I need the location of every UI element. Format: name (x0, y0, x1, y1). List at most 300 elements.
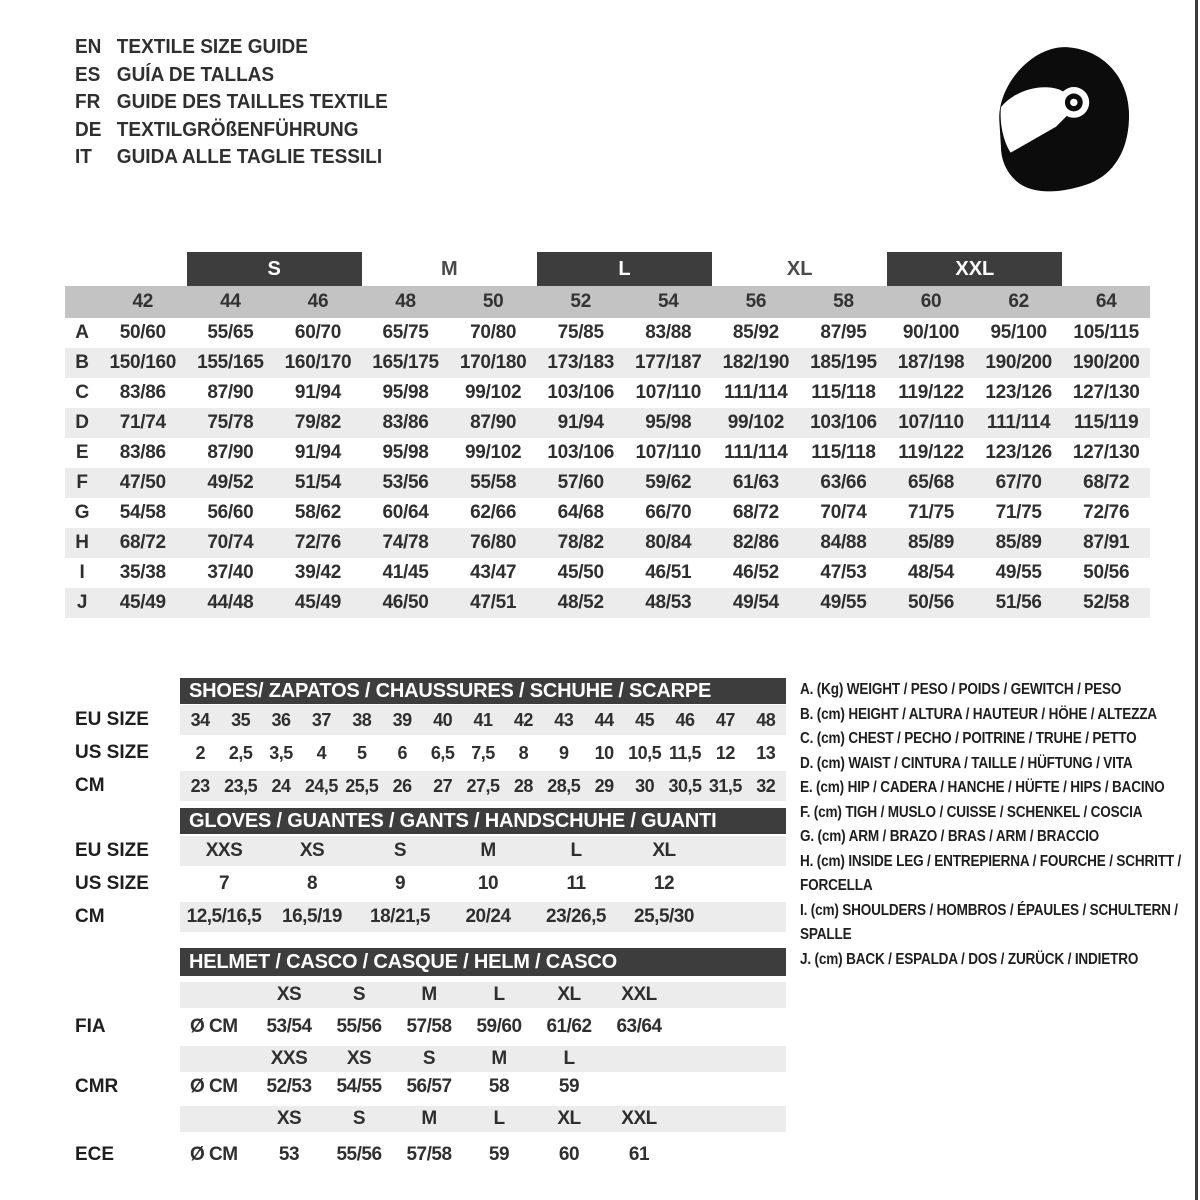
size-group-m: M (440, 258, 458, 280)
measurement-legend (800, 678, 1199, 972)
helmet-diameter-value: 55/56 (336, 1016, 382, 1037)
measurement-value: 103/106 (547, 382, 614, 403)
measurement-value: 35/38 (119, 562, 166, 583)
size-column-number: 46 (307, 291, 329, 312)
gloves-cm-row (180, 902, 786, 932)
shoes-eu-size-value: 35 (231, 709, 251, 730)
helmet-diameter-value: 63/64 (616, 1016, 662, 1037)
shoes-us-size-value: 10,5 (628, 742, 662, 763)
helmet-fia-sizes-row (180, 982, 786, 1008)
shoes-cm-value: 31,5 (708, 775, 742, 796)
measurement-row-letter: H (75, 532, 89, 553)
size-number-header-row (65, 286, 1150, 318)
measurement-row-letter: J (76, 592, 88, 613)
measurement-value: 72/76 (294, 532, 341, 553)
helmet-diameter-value: 57/58 (406, 1144, 452, 1165)
page-title-de: TEXTILGRÖßENFÜHRUNG (116, 118, 359, 141)
measurement-value: 56/60 (207, 502, 254, 523)
gloves-eu-size-value: S (393, 840, 407, 861)
measurement-value: 95/98 (645, 412, 692, 433)
measurement-value: 51/54 (294, 472, 341, 493)
gloves-us-size-value: 7 (218, 873, 230, 894)
language-row-de (75, 117, 388, 145)
shoes-eu-size-label: EU SIZE (75, 709, 149, 730)
helmet-diameter-value: 58 (488, 1076, 510, 1097)
measurement-value: 83/86 (119, 442, 166, 463)
shoes-cm-value: 28 (513, 775, 533, 796)
measurement-row-letter: D (75, 412, 89, 433)
shoes-eu-size-value: 43 (554, 709, 574, 730)
measurement-value: 49/55 (820, 592, 867, 613)
language-row-en (75, 34, 388, 62)
shoes-eu-size-value: 45 (635, 709, 655, 730)
shoes-eu-size-value: 42 (513, 709, 533, 730)
helmet-size-label: S (352, 984, 366, 1005)
page-title-it: GUIDA ALLE TAGLIE TESSILI (116, 146, 383, 168)
shoes-eu-size-value: 41 (473, 709, 493, 730)
measurement-value: 91/94 (294, 442, 341, 463)
gloves-eu-size-value: XL (652, 840, 676, 861)
shoes-cm-label: CM (75, 775, 105, 796)
shoes-eu-size-value: 44 (594, 709, 614, 730)
legend-item: I. (cm) SHOULDERS / HOMBROS / ÉPAULES / SCHULTERN / SPALLE (800, 901, 1178, 943)
measurement-value: 37/40 (207, 562, 254, 583)
helmet-size-label: M (421, 984, 437, 1005)
measurement-value: 47/51 (470, 592, 517, 613)
shoes-us-size-value: 5 (357, 742, 367, 763)
helmet-size-label: XL (557, 1108, 581, 1129)
shoes-us-row (180, 738, 786, 768)
legend-item: H. (cm) INSIDE LEG / ENTREPIERNA / FOURCHE / SCHRITT / FORCELLA (800, 852, 1182, 894)
measurement-value: 111/114 (724, 382, 788, 403)
size-column-number: 60 (920, 291, 942, 312)
helmet-size-label: L (563, 1048, 575, 1069)
measurement-value: 99/102 (464, 442, 522, 463)
gloves-cm-value: 20/24 (465, 906, 511, 927)
size-column-number: 64 (1095, 291, 1117, 312)
gloves-us-row (180, 869, 786, 899)
measurement-value: 59/62 (645, 472, 692, 493)
measurement-value: 57/60 (557, 472, 604, 493)
gloves-cm-label: CM (75, 906, 105, 927)
helmet-diameter-value: 53 (278, 1144, 300, 1165)
page-edge-line (1195, 0, 1198, 1200)
measurement-value: 48/52 (557, 592, 604, 613)
measurement-value: 46/52 (732, 562, 779, 583)
size-group-l: L (537, 252, 712, 286)
measurement-value: 47/50 (119, 472, 166, 493)
size-column-number: 58 (833, 291, 854, 312)
measurement-value: 91/94 (557, 412, 604, 433)
shoes-eu-size-value: 34 (190, 709, 210, 730)
measurement-value: 52/58 (1083, 592, 1130, 613)
gloves-cm-value: 23/26,5 (546, 906, 606, 927)
measurement-value: 46/50 (382, 592, 429, 613)
measurement-value: 71/75 (995, 502, 1042, 523)
language-row-fr (75, 89, 388, 117)
measurement-value: 60/70 (294, 322, 341, 343)
size-column-number: 50 (482, 291, 504, 312)
helmet-diameter-cm-label: Ø CM (190, 1076, 238, 1097)
legend-item: J. (cm) BACK / ESPALDA / DOS / ZURÜCK / INDIETRO (800, 950, 1139, 968)
measurement-value: 123/126 (985, 382, 1052, 403)
shoes-eu-row (180, 705, 786, 735)
gloves-eu-size-value: M (480, 840, 496, 861)
measurement-value: 107/110 (898, 412, 964, 433)
measurement-value: 65/75 (382, 322, 429, 343)
size-group-xxl: XXL (887, 252, 1062, 286)
measurement-value: 155/165 (197, 352, 264, 373)
measurement-value: 48/53 (645, 592, 692, 613)
measurement-value: 43/47 (470, 562, 517, 583)
shoes-cm-value: 29 (594, 775, 614, 796)
shoes-us-size-value: 11,5 (668, 742, 702, 763)
size-column-number: 62 (1008, 291, 1029, 312)
page-title-en: TEXTILE SIZE GUIDE (116, 36, 308, 58)
helmet-cmr-values-row (180, 1072, 786, 1102)
measurement-row-i (65, 558, 1150, 588)
measurement-value: 49/55 (995, 562, 1042, 583)
shoes-eu-size-value: 47 (715, 709, 735, 730)
size-column-number: 56 (745, 291, 767, 312)
helmet-diameter-value: 54/55 (336, 1076, 382, 1097)
measurement-value: 50/56 (1083, 562, 1130, 583)
shoes-us-size-value: 2 (195, 742, 205, 763)
legend-item: E. (cm) HIP / CADERA / HANCHE / HÜFTE / HIPS / BACINO (800, 779, 1165, 796)
gloves-eu-size-value: XS (299, 840, 325, 861)
shoes-eu-size-value: 40 (433, 709, 453, 730)
legend-item: A. (Kg) WEIGHT / PESO / POIDS / GEWITCH / PESO (800, 681, 1122, 698)
size-group-header-row (65, 252, 1150, 286)
shoes-cm-value: 23,5 (224, 775, 258, 796)
measurement-value: 173/183 (547, 352, 614, 373)
measurement-value: 99/102 (464, 382, 522, 403)
shoes-eu-size-value: 46 (675, 709, 695, 730)
shoes-us-size-value: 6,5 (430, 742, 455, 763)
measurement-row-letter: B (75, 352, 89, 373)
shoes-cm-value: 27,5 (466, 775, 500, 796)
gloves-eu-size-value: L (570, 840, 582, 861)
measurement-value: 103/106 (547, 442, 614, 463)
measurement-value: 127/130 (1072, 442, 1140, 463)
legend-item: B. (cm) HEIGHT / ALTURA / HAUTEUR / HÖHE / ALTEZZA (800, 705, 1157, 723)
measurement-value: 75/78 (207, 412, 254, 433)
measurement-value: 76/80 (470, 532, 517, 553)
measurement-value: 49/54 (732, 592, 779, 613)
shoes-us-size-value: 6 (397, 742, 407, 763)
helmet-diameter-value: 57/58 (406, 1016, 452, 1037)
helmet-size-label: XL (557, 984, 581, 1005)
measurement-value: 85/92 (732, 322, 779, 343)
measurement-value: 45/50 (557, 562, 604, 583)
helmet-ece-values-row (180, 1140, 786, 1170)
helmet-size-label: XXL (621, 984, 657, 1005)
measurement-value: 46/51 (645, 562, 692, 583)
measurement-value: 87/90 (207, 382, 254, 403)
gloves-cm-value: 16,5/19 (282, 906, 342, 927)
helmet-size-label: XXS (270, 1048, 308, 1069)
language-code: ES (75, 63, 101, 86)
measurement-value: 95/98 (382, 442, 429, 463)
measurement-value: 170/180 (459, 352, 527, 373)
measurement-value: 67/70 (995, 472, 1042, 493)
helmet-size-label: S (422, 1048, 436, 1069)
gloves-us-size-value: 12 (653, 873, 675, 894)
measurement-value: 71/75 (908, 502, 955, 523)
page-title-fr: GUIDE DES TAILLES TEXTILE (116, 91, 388, 113)
measurement-value: 48/54 (908, 562, 955, 583)
gloves-us-size-value: 9 (394, 873, 406, 894)
measurement-value: 72/76 (1083, 502, 1130, 523)
shoes-section-title: SHOES/ ZAPATOS / CHAUSSURES / SCHUHE / SCARPE (180, 678, 786, 704)
helmet-fia-values-row (180, 1012, 786, 1042)
language-row-es (75, 62, 388, 90)
measurement-value: 50/60 (119, 322, 166, 343)
measurement-value: 82/86 (732, 532, 779, 553)
measurement-value: 55/58 (470, 472, 517, 493)
measurement-value: 185/195 (810, 352, 877, 373)
measurement-value: 63/66 (820, 472, 867, 493)
measurement-value: 41/45 (382, 562, 429, 583)
measurement-row-b (65, 348, 1150, 378)
measurement-value: 115/118 (811, 442, 876, 463)
helmet-diameter-value: 61/62 (546, 1016, 592, 1037)
size-column-number: 42 (132, 291, 154, 312)
measurement-value: 70/74 (820, 502, 867, 523)
measurement-value: 111/114 (986, 412, 1051, 433)
shoes-us-size-value: 9 (559, 742, 569, 763)
shoes-eu-size-value: 37 (311, 709, 331, 730)
measurement-value: 71/74 (119, 412, 166, 433)
measurement-value: 115/119 (1073, 412, 1139, 433)
measurement-value: 95/98 (382, 382, 429, 403)
helmet-diameter-value: 56/57 (406, 1076, 452, 1097)
shoes-cm-value: 23 (190, 775, 210, 796)
helmet-size-label: L (493, 984, 505, 1005)
measurement-value: 51/56 (995, 592, 1042, 613)
helmet-diameter-value: 59 (558, 1076, 580, 1097)
helmet-diameter-value: 59 (488, 1144, 510, 1165)
measurement-row-h (65, 528, 1150, 558)
measurement-value: 47/53 (820, 562, 867, 583)
shoes-eu-size-value: 48 (756, 709, 776, 730)
measurement-value: 119/122 (898, 442, 964, 463)
shoes-eu-size-value: 38 (352, 709, 372, 730)
size-column-number: 48 (395, 291, 416, 312)
measurement-value: 99/102 (727, 412, 785, 433)
helmet-diameter-value: 61 (628, 1144, 650, 1165)
measurement-value: 45/49 (119, 592, 166, 613)
measurement-row-g (65, 498, 1150, 528)
measurement-value: 103/106 (810, 412, 877, 433)
measurement-value: 91/94 (294, 382, 341, 403)
measurement-value: 55/65 (207, 322, 254, 343)
measurement-value: 107/110 (635, 382, 702, 403)
gloves-cm-value: 18/21,5 (370, 906, 430, 927)
measurement-value: 83/86 (119, 382, 166, 403)
helmet-standard-fia: FIA (75, 1016, 106, 1037)
measurement-value: 68/72 (119, 532, 166, 553)
gloves-eu-size-label: EU SIZE (75, 840, 149, 861)
measurement-value: 83/88 (645, 322, 692, 343)
language-row-it (75, 144, 388, 172)
measurement-value: 78/82 (557, 532, 604, 553)
helmet-diameter-value: 59/60 (476, 1016, 522, 1037)
shoes-us-size-value: 3,5 (269, 742, 293, 763)
measurement-value: 60/64 (382, 502, 429, 523)
measurement-value: 75/85 (557, 322, 604, 343)
measurement-row-letter: F (76, 472, 88, 493)
shoes-us-size-value: 10 (594, 742, 614, 763)
measurement-value: 39/42 (294, 562, 341, 583)
helmet-standard-ece: ECE (75, 1144, 115, 1165)
measurement-value: 44/48 (207, 592, 254, 613)
gloves-eu-row (180, 836, 786, 866)
measurement-value: 105/115 (1073, 322, 1139, 343)
shoes-cm-value: 26 (392, 775, 412, 796)
language-code: EN (75, 36, 102, 58)
language-code: IT (75, 146, 92, 168)
measurement-value: 190/200 (1072, 352, 1140, 373)
measurement-row-a (65, 318, 1150, 348)
helmet-size-label: S (352, 1108, 366, 1129)
measurement-value: 177/187 (634, 352, 702, 373)
measurement-value: 119/122 (898, 382, 964, 403)
measurement-row-letter: C (75, 382, 89, 403)
language-code: FR (75, 91, 101, 113)
measurement-value: 83/86 (382, 412, 429, 433)
helmet-diameter-value: 52/53 (266, 1076, 312, 1097)
helmet-size-label: L (493, 1108, 505, 1129)
shoes-us-size-label: US SIZE (75, 742, 149, 763)
shoes-us-size-value: 4 (316, 742, 327, 763)
shoes-eu-size-value: 39 (392, 709, 412, 730)
gloves-us-size-value: 10 (477, 873, 499, 894)
measurement-row-e (65, 438, 1150, 468)
legend-item: D. (cm) WAIST / CINTURA / TAILLE / HÜFTUNG / VITA (800, 754, 1133, 772)
helmet-diameter-value: 53/54 (266, 1016, 312, 1037)
measurement-value: 90/100 (902, 322, 960, 343)
measurement-value: 50/56 (908, 592, 955, 613)
measurement-value: 87/95 (820, 322, 867, 343)
measurement-value: 182/190 (722, 352, 790, 373)
gloves-us-size-value: 8 (306, 873, 318, 894)
shoes-us-size-value: 12 (715, 742, 735, 763)
measurement-value: 66/70 (645, 502, 692, 523)
measurement-value: 70/74 (207, 532, 254, 553)
helmet-diameter-value: 60 (558, 1144, 580, 1165)
helmet-diameter-cm-label: Ø CM (190, 1144, 238, 1165)
helmet-section-title: HELMET / CASCO / CASQUE / HELM / CASCO (180, 948, 786, 976)
shoes-cm-value: 30,5 (668, 775, 702, 796)
shoes-us-size-value: 2,5 (228, 742, 253, 763)
measurement-value: 54/58 (119, 502, 166, 523)
language-code: DE (75, 118, 102, 141)
size-group-s: S (187, 252, 362, 286)
measurement-value: 68/72 (732, 502, 779, 523)
measurement-value: 65/68 (908, 472, 955, 493)
helmet-diameter-value: 55/56 (336, 1144, 382, 1165)
measurement-value: 84/88 (820, 532, 867, 553)
measurement-value: 111/114 (724, 442, 788, 463)
measurement-value: 74/78 (382, 532, 429, 553)
shoes-cm-value: 32 (756, 775, 776, 796)
helmet-size-label: XS (346, 1048, 372, 1069)
measurement-value: 68/72 (1083, 472, 1130, 493)
measurement-value: 62/66 (470, 502, 517, 523)
size-column-number: 52 (570, 291, 591, 312)
measurement-value: 160/170 (284, 352, 352, 373)
measurement-row-letter: I (79, 562, 85, 583)
measurement-value: 70/80 (470, 322, 517, 343)
gloves-us-size-value: 11 (566, 873, 586, 894)
racing-helmet-icon (975, 36, 1137, 198)
helmet-diameter-cm-label: Ø CM (190, 1016, 238, 1037)
helmet-cmr-sizes-row (180, 1046, 786, 1072)
shoes-cm-value: 30 (635, 775, 655, 796)
measurement-value: 127/130 (1072, 382, 1140, 403)
measurement-value: 64/68 (557, 502, 604, 523)
measurement-value: 95/100 (990, 322, 1047, 343)
measurement-row-c (65, 378, 1150, 408)
measurement-value: 79/82 (294, 412, 341, 433)
measurement-row-letter: A (75, 322, 89, 343)
measurement-value: 87/91 (1083, 532, 1130, 553)
helmet-size-label: XS (276, 1108, 302, 1129)
helmet-size-label: M (491, 1048, 507, 1069)
measurement-value: 85/89 (995, 532, 1042, 553)
measurement-value: 87/90 (207, 442, 254, 463)
gloves-us-size-label: US SIZE (75, 873, 149, 894)
measurement-value: 123/126 (985, 442, 1052, 463)
helmet-size-label: M (421, 1108, 437, 1129)
gloves-cm-value: 12,5/16,5 (186, 906, 262, 927)
measurement-row-d (65, 408, 1150, 438)
size-column-number: 44 (220, 291, 241, 312)
measurement-value: 45/49 (294, 592, 341, 613)
helmet-ece-sizes-row (180, 1106, 786, 1132)
measurement-value: 187/198 (897, 352, 965, 373)
shoes-cm-value: 24,5 (304, 775, 338, 796)
measurement-row-letter: E (75, 442, 89, 463)
page-title-es: GUÍA DE TALLAS (116, 63, 275, 86)
measurement-value: 49/52 (207, 472, 254, 493)
measurement-value: 115/118 (811, 382, 876, 403)
legend-item: F. (cm) TIGH / MUSLO / CUISSE / SCHENKEL / COSCIA (800, 803, 1143, 821)
shoes-us-size-value: 8 (518, 742, 529, 763)
measurement-value: 107/110 (635, 442, 702, 463)
shoes-us-size-value: 13 (756, 742, 776, 763)
gloves-eu-size-value: XXS (205, 840, 243, 861)
shoes-cm-value: 27 (433, 775, 453, 796)
measurement-value: 165/175 (372, 352, 439, 373)
measurement-value: 87/90 (470, 412, 517, 433)
measurement-value: 61/63 (732, 472, 779, 493)
legend-item: G. (cm) ARM / BRAZO / BRAS / ARM / BRACCIO (800, 828, 1100, 845)
size-group-xl: XL (786, 258, 813, 280)
helmet-size-label: XS (276, 984, 302, 1005)
measurement-row-f (65, 468, 1150, 498)
measurement-value: 80/84 (645, 532, 692, 553)
measurement-row-letter: G (74, 502, 90, 523)
gloves-section-title: GLOVES / GUANTES / GANTS / HANDSCHUHE / GUANTI (180, 808, 786, 834)
shoes-cm-value: 28,5 (547, 775, 581, 796)
measurement-value: 58/62 (294, 502, 341, 523)
helmet-size-label: XXL (621, 1108, 657, 1129)
shoes-cm-row (180, 771, 786, 801)
textile-size-table (65, 252, 1150, 618)
shoes-eu-size-value: 36 (271, 709, 291, 730)
